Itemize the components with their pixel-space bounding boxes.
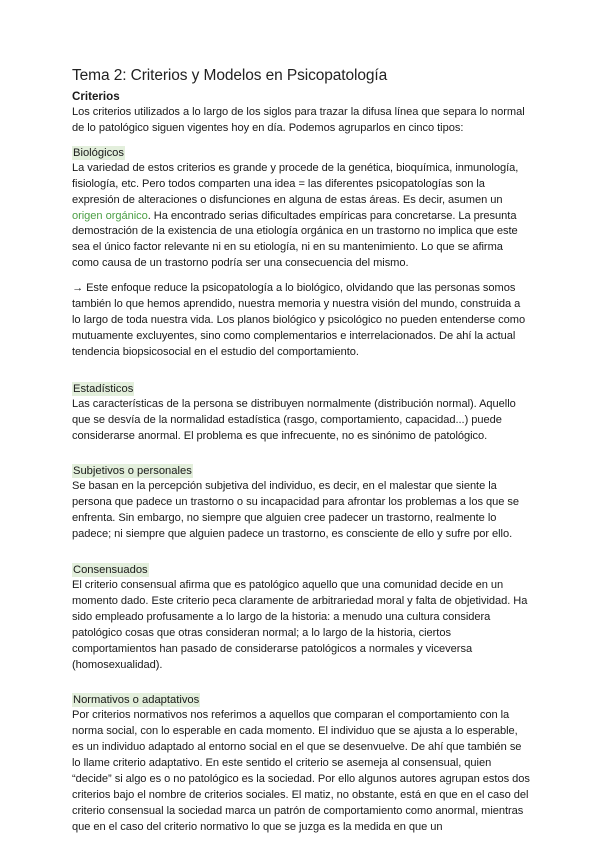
- criterios-intro: Los criterios utilizados a lo largo de los siglos para trazar la difusa línea que separa lo normal de lo patológico siguen vigentes hoy en día. Podemos agruparlos en cinco tipos:: [72, 106, 525, 134]
- section-subjetivos: [72, 461, 530, 543]
- section-biologicos: [72, 143, 530, 361]
- heading-estadisticos: Estadísticos: [73, 382, 134, 395]
- biologicos-paragraph-1: [72, 161, 530, 272]
- document-title: Tema 2: Criterios y Modelos en Psicopatología: [72, 67, 388, 84]
- biologicos-paragraph-2: → Este enfoque reduce la psicopatología a lo biológico, olvidando que las personas somos también lo que hemos aprendido, nuestra memoria y nuestra visión del mundo, construida a lo largo de toda nuestra vida. Los planos biológico y psicológico no pueden entenderse como mutuamente excluyentes, sino como complementarios e interrelacionados. De ahí la actual tendencia biopsicosocial en el estudio del comportamiento.: [72, 282, 526, 358]
- section-consensuados: [72, 560, 530, 673]
- heading-biologicos: Biológicos: [73, 146, 124, 159]
- biologicos-text-b: . Ha encontrado serias dificultades empíricas para concretarse. La presunta demostración de la existencia de una etiología orgánica en un trastorno no implica que este sea el único factor relevante ni en su etiología, ni en su mantenimiento. Lo que se afirma como causa de un trastorno podría ser una consecuencia del mismo.: [72, 209, 518, 270]
- consensuados-paragraph: El criterio consensual afirma que es patológico aquello que una comunidad decide en un momento dado. Este criterio peca claramente de arbitrariedad moral y falta de objetividad. Ha sido empleado profusamente a lo largo de la historia: a menudo una cultura considera patológico cosas que otras consideran normal; a lo largo de la historia, ciertos comportamientos han pasado de considerarse patológicos a normales y viceversa (homosexualidad).: [72, 579, 528, 671]
- normativos-paragraph: Por criterios normativos nos referimos a aquellos que comparan el comportamiento con la norma social, con lo esperable en cada momento. El individuo que se ajusta a lo esperable, es un individuo adaptado al entorno social en el que se desenvuelve. De ahí que también se lo llame criterio adaptativo. En este sentido el criterio se asemeja al consensual, quien “decide” si algo es o no patológico es la sociedad. Por ello algunos autores agrupan estos dos criterios bajo el nombre de criterios sociales. El matiz, no obstante, está en que en el caso del criterio consensual la sociedad marca un patrón de comportamiento como anormal, mientras que en el caso del criterio normativo lo que se juzga es la medida en que un: [72, 709, 530, 833]
- heading-subjetivos: Subjetivos o personales: [73, 465, 192, 478]
- highlight-origen-organico: origen orgánico: [72, 209, 148, 222]
- section-normativos: [72, 690, 530, 835]
- heading-criterios: Criterios: [72, 90, 120, 103]
- subjetivos-paragraph: Se basan en la percepción subjetiva del individuo, es decir, en el malestar que siente la persona que padece un trastorno o su incapacidad para afrontar los problemas a los que se enfrenta. Sin embargo, no siempre que alguien cree padecer un trastorno, realmente lo padece; ni siempre que alguien padece un trastorno, es consciente de ello y sufre por ello.: [72, 480, 519, 541]
- heading-consensuados: Consensuados: [73, 564, 148, 577]
- biologicos-text-a: La variedad de estos criterios es grande y procede de la genética, bioquímica, inmunología, fisiología, etc. Pero todos comparten una idea = las diferentes psicopatologías son la expresión de alteraciones o disfunciones en alguna de estas áreas. Es decir, asumen un: [72, 161, 519, 206]
- estadisticos-paragraph: Las características de la persona se distribuyen normalmente (distribución normal). Aquello que se desvía de la normalidad estadística (rasgo, comportamiento, capacidad...) puede considerarse anormal. El problema es que infrecuente, no es sinónimo de patológico.: [72, 397, 516, 442]
- section-estadisticos: [72, 379, 530, 445]
- heading-normativos: Normativos o adaptativos: [73, 694, 200, 707]
